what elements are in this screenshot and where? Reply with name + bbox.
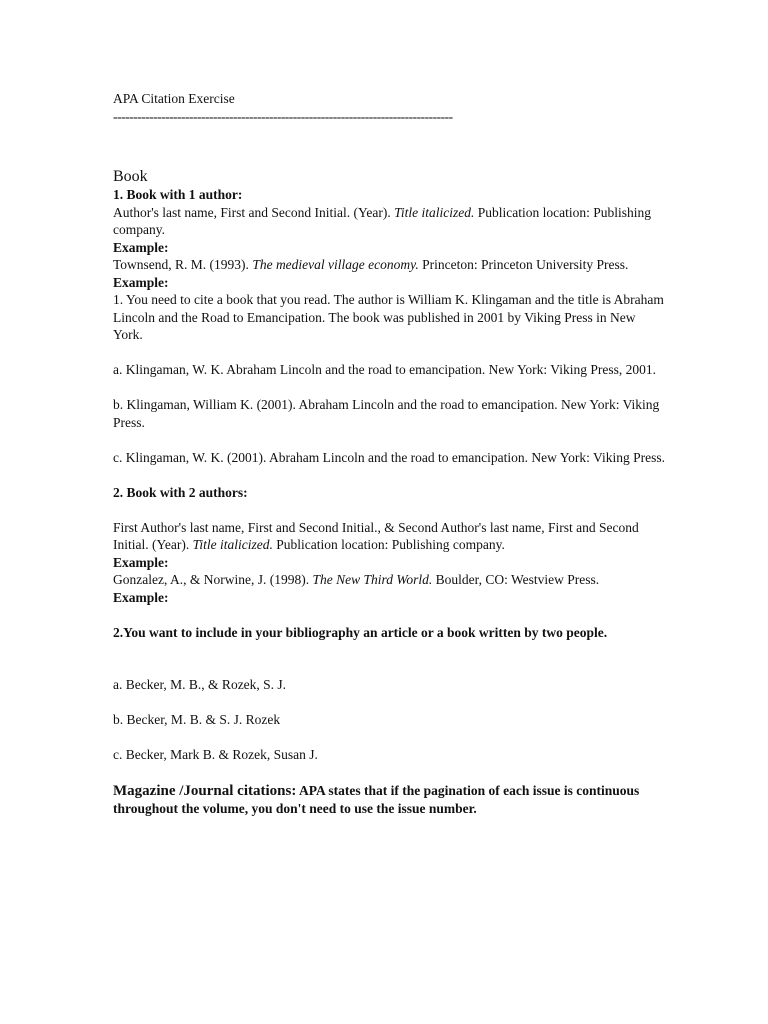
- option-a: a. Klingaman, W. K. Abraham Lincoln and the road to emancipation. New York: Viking Press, 2001.: [113, 362, 656, 377]
- example-text: Princeton: Princeton University Press.: [418, 257, 629, 272]
- example-two-authors: [113, 571, 668, 589]
- format-text: Author's last name, First and Second Initial. (Year).: [113, 204, 395, 220]
- example-one-author: [113, 256, 668, 274]
- format-italic-text: Title italicized.: [192, 537, 273, 552]
- format-text: Publication location: Publishing company.: [113, 204, 652, 237]
- format-text: First Author's last name, First and Second Initial., & Second Author's last name, First and Second Initial. (Year).: [113, 519, 639, 552]
- subheading-two-authors: 2. Book with 2 authors:: [113, 484, 248, 500]
- example-label: Example:: [113, 274, 169, 290]
- example-label: Example:: [113, 239, 169, 255]
- magazine-heading: Magazine /Journal citations:: [113, 782, 297, 799]
- format-text: Publication location: Publishing company.: [272, 537, 505, 552]
- example-text: Boulder, CO: Westview Press.: [432, 572, 600, 587]
- example-text: Townsend, R. M. (1993).: [113, 257, 253, 272]
- format-one-author: [113, 204, 668, 239]
- example-label: Example:: [113, 589, 169, 605]
- format-two-authors: [113, 519, 668, 554]
- question-two-authors: 2.You want to include in your bibliography an article or a book written by two people.: [113, 624, 608, 640]
- section-heading-book: Book: [113, 168, 148, 185]
- option-c: c. Becker, Mark B. & Rozek, Susan J.: [113, 747, 318, 762]
- example-italic-text: The New Third World.: [312, 572, 433, 587]
- option-c: c. Klingaman, W. K. (2001). Abraham Lincoln and the road to emancipation. New York: Viking Press.: [113, 449, 665, 465]
- divider-line: -------------------------------------------------------------------------------------: [113, 108, 453, 124]
- document-title: APA Citation Exercise: [113, 91, 235, 106]
- example-text: Gonzalez, A., & Norwine, J. (1998).: [113, 572, 313, 587]
- magazine-text: APA states that if the pagination of each issue is continuous throughout the volume, you don't need to use the issue number.: [113, 782, 640, 816]
- option-a: a. Becker, M. B., & Rozek, S. J.: [113, 677, 287, 692]
- example-label: Example:: [113, 554, 169, 570]
- format-italic-text: Title italicized.: [394, 204, 475, 220]
- option-b: b. Klingaman, William K. (2001). Abraham Lincoln and the road to emancipation. New York: Viking Press.: [113, 397, 660, 430]
- subheading-one-author: 1. Book with 1 author:: [113, 187, 243, 202]
- question-one-author: 1. You need to cite a book that you read. The author is William K. Klingaman and the title is Abraham Lincoln and the Road to Emancipation. The book was published in 2001 by Viking Press in New York.: [113, 292, 664, 342]
- magazine-section: [113, 782, 668, 818]
- example-italic-text: The medieval village economy.: [252, 257, 419, 272]
- option-b: b. Becker, M. B. & S. J. Rozek: [113, 712, 281, 727]
